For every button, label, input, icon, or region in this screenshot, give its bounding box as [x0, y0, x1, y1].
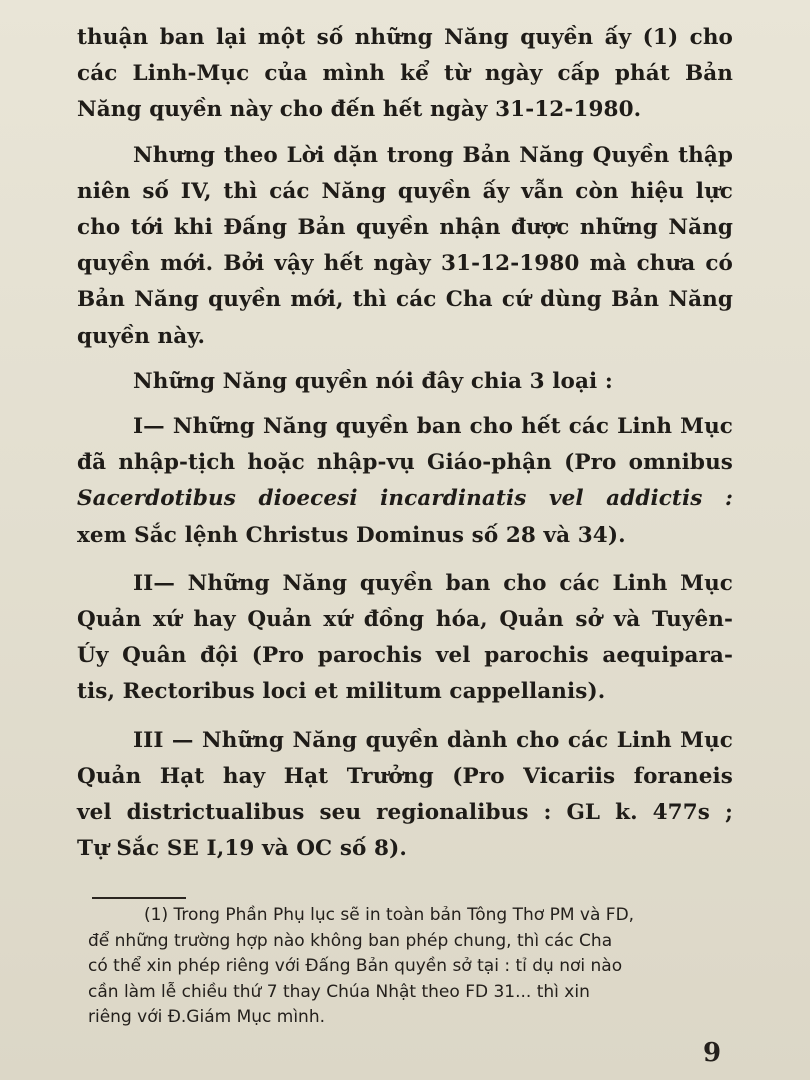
text-line: Những Năng quyền nói đây chia 3 loại : — [133, 368, 613, 394]
text-line: tis, Rectoribus loci et militum cappellanis). — [77, 679, 606, 705]
footnote-line: có thể xin phép riêng với Đấng Bản quyền sở tại : tỉ dụ nơi nào — [88, 956, 623, 976]
text-line: xem Sắc lệnh Christus Dominus số 28 và 34). — [77, 522, 626, 548]
main-text — [77, 20, 733, 867]
text-line: Tự Sắc SE I,19 và OC số 8). — [77, 836, 407, 862]
text-line: thuận ban lại một số những Năng quyền ấy (1) cho — [77, 25, 733, 50]
footnote-line: (1) Trong Phần Phụ lục sẽ in toàn bản Tông Thơ PM và FD, — [144, 905, 635, 925]
footnote — [88, 903, 748, 1031]
text-line: vel districtualibus seu regionalibus : GL k. 477s ; — [77, 800, 733, 826]
footnote-line: để những trường hợp nào không ban phép chung, thì các Cha — [88, 930, 613, 951]
text-line: Nhưng theo Lời dặn trong Bản Năng Quyền thập — [133, 142, 733, 168]
text-line: Năng quyền này cho đến hết ngày 31-12-1980. — [77, 97, 642, 123]
text-line: Bản Năng quyền mới, thì các Cha cứ dùng Bản Năng — [77, 287, 733, 313]
section-three — [77, 723, 733, 868]
text-line: Úy Quân đội (Pro parochis vel parochis aequiparа- — [77, 643, 733, 669]
text-line: Sacerdotibus dioecesi incardinatis vel addictis : — [77, 486, 733, 512]
section-two — [77, 566, 733, 711]
text-line: Quản xứ hay Quản xứ đồng hóa, Quản sở và Tuyên- — [77, 607, 733, 633]
footnote-divider — [92, 897, 186, 899]
paragraph-categories-intro — [77, 364, 733, 400]
paragraph-validity — [77, 138, 733, 355]
page-number: 9 — [703, 1038, 722, 1068]
footnote-line: cần làm lễ chiều thứ 7 thay Chúa Nhật theo FD 31... thì xin — [88, 981, 590, 1002]
section-one — [77, 409, 733, 554]
text-line: đã nhập-tịch hoặc nhập-vụ Giáo-phận (Pro omnibus — [77, 450, 733, 476]
paragraph-continuation — [77, 20, 733, 129]
text-line: các Linh-Mục của mình kể từ ngày cấp phát Bản — [77, 61, 733, 87]
text-line: cho tới khi Đấng Bản quyền nhận được những Năng — [77, 215, 733, 241]
text-line: niên số IV, thì các Năng quyền ấy vẫn còn hiệu lực — [77, 178, 733, 204]
text-line: Quản Hạt hay Hạt Trưởng (Pro Vicariis foraneis — [77, 763, 733, 789]
text-line: quyền này. — [77, 323, 206, 349]
footnote-line: riêng với Đ.Giám Mục mình. — [88, 1007, 326, 1027]
section-heading-line: III — Những Năng quyền dành cho các Linh Mục — [133, 727, 733, 753]
text-line: quyền mới. Bởi vậy hết ngày 31-12-1980 mà chưa có — [77, 251, 733, 277]
section-heading-line: II— Những Năng quyền ban cho các Linh Mục — [133, 570, 733, 596]
section-heading-line: I— Những Năng quyền ban cho hết các Linh Mục — [133, 414, 733, 440]
